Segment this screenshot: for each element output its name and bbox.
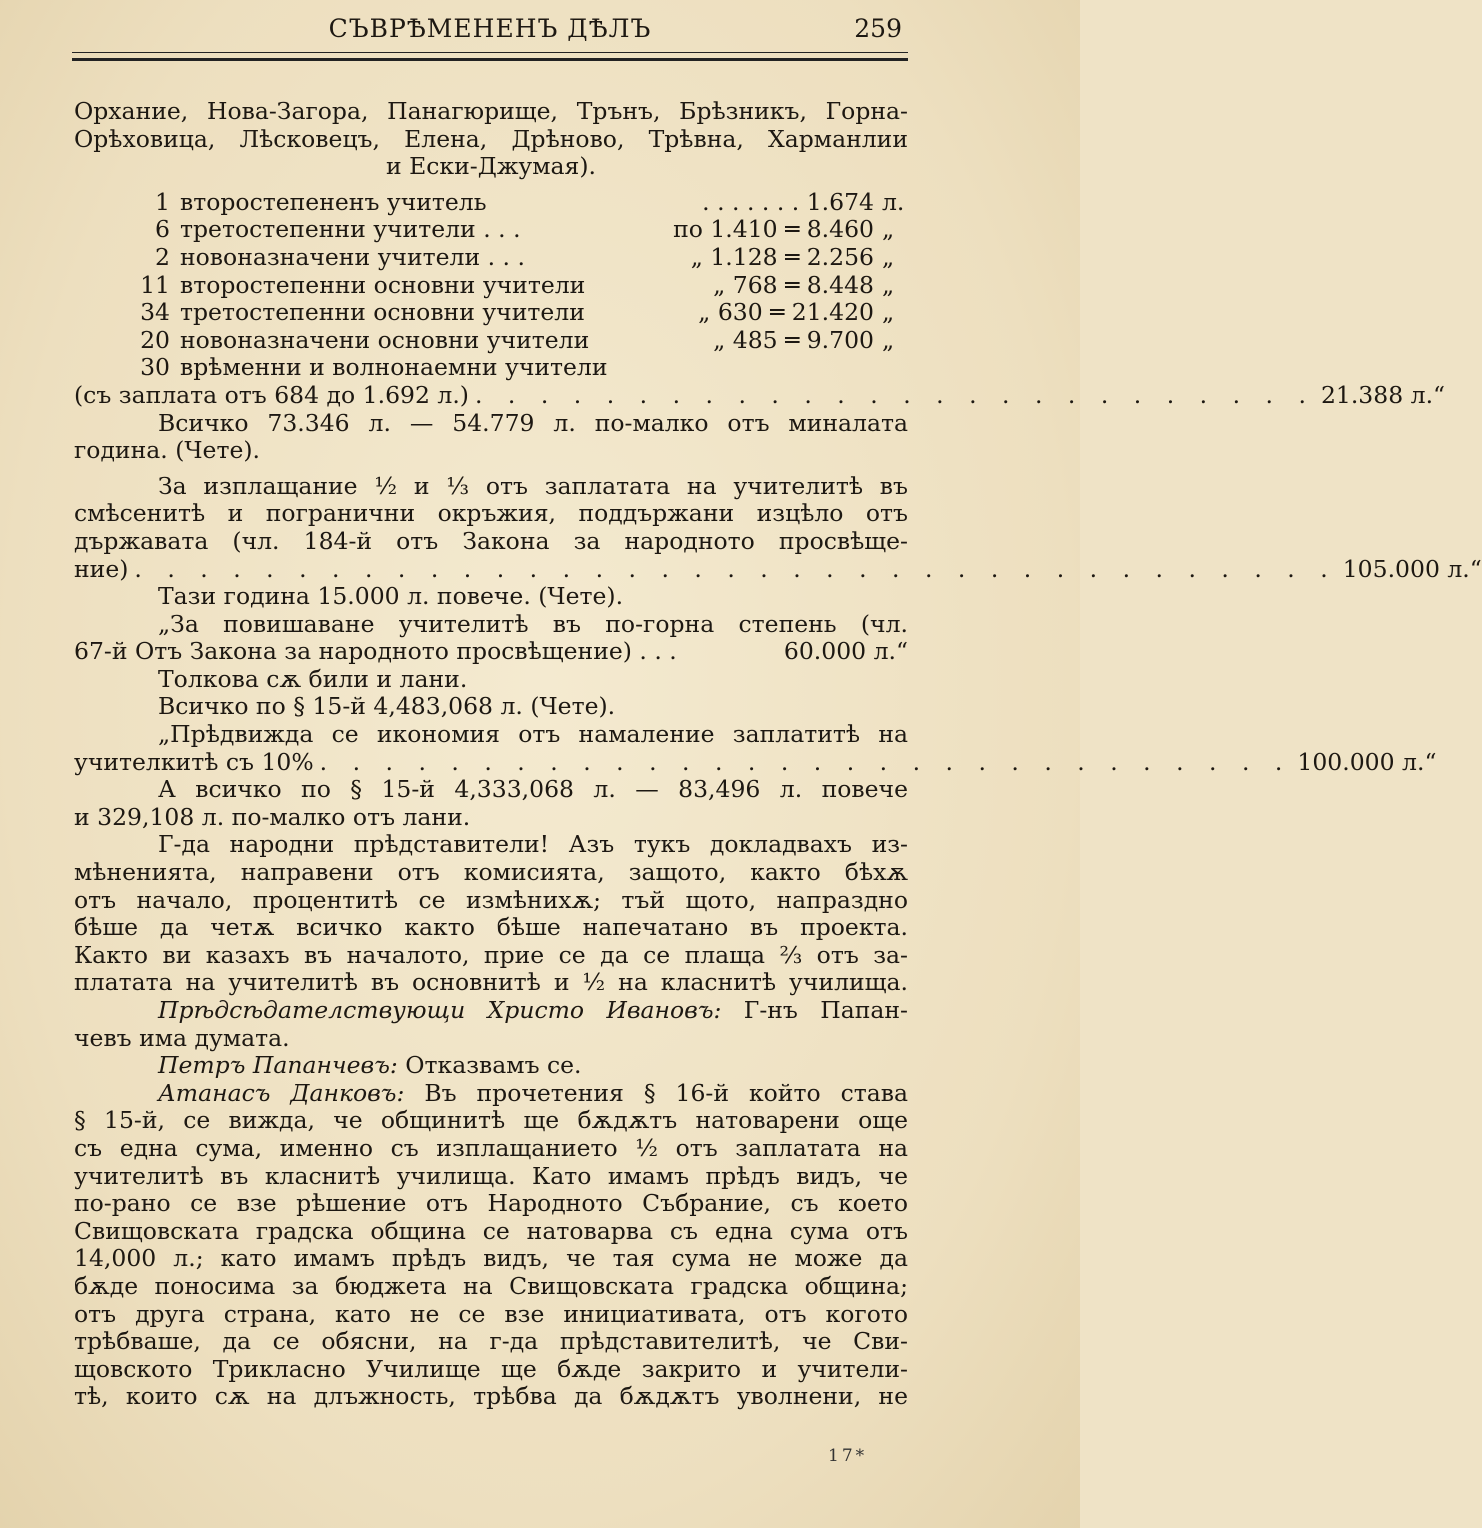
staff-calc: „ 485 ═ 9.700	[713, 325, 874, 354]
staff-calc: „ 768 ═ 8.448	[713, 270, 874, 299]
para1-line: За изплащание ½ и ⅓ отъ заплатата на учителитѣ въ	[158, 471, 908, 500]
signature-mark: 17*	[828, 1446, 868, 1466]
papanchev-speaker: Петръ Папанчевъ:	[158, 1051, 398, 1080]
staff-count: 11	[140, 270, 170, 299]
salary-line-amount: 21.388 л.“	[1320, 380, 1446, 409]
header-rule-thin	[72, 52, 908, 53]
leader-dots: . . . . . . . . . . . . . . . . . . . . . . . . . . . . . . . . . . . . .	[134, 554, 1337, 583]
intro-line: Орѣховица, Лѣсковецъ, Елена, Дрѣново, Трѣвна, Харманлии	[74, 124, 908, 153]
staff-calc: „ 1.128 ═ 2.256	[690, 242, 874, 271]
para3-end	[74, 747, 1437, 777]
staff-unit: л.	[882, 187, 905, 216]
page-body	[74, 97, 1482, 1411]
intro-line: Орхание, Нова-Загора, Панагюрище, Трънъ, Брѣзникъ, Горна-	[74, 97, 908, 125]
para1-note: Тази година 15.000 л. повече. (Чете).	[158, 582, 624, 611]
staff-calc: „ 630 ═ 21.420	[698, 298, 874, 327]
para1-line: смѣсенитѣ и погранични окръжия, поддържани изцѣло отъ	[74, 499, 908, 528]
intro-line: и Ески-Джумая).	[385, 152, 597, 181]
dankov-line: 14,000 л.; като имамъ прѣдъ видъ, че тая сума не може да	[74, 1244, 908, 1273]
para3-first: „Прѣдвижда се икономия отъ намаление заплатитѣ на	[158, 720, 908, 749]
para2-first: „За повишаване учителитѣ въ по-горна степень (чл.	[158, 609, 908, 638]
dankov-first: Въ прочетения § 16-й който става	[424, 1078, 908, 1107]
para2-total: Всичко по § 15-й 4,483,068 л. (Чете).	[158, 692, 616, 721]
staff-count: 34	[140, 298, 170, 327]
staff-row	[74, 244, 908, 272]
salary-line-text: (съ заплата отъ 684 до 1.692 л.)	[74, 380, 469, 409]
staff-table	[74, 189, 908, 382]
total-line-cont: година. (Чете).	[74, 436, 260, 465]
running-title: СЪВРѢМЕНЕНЪ ДѢЛЪ	[328, 14, 652, 43]
staff-count: 6	[155, 215, 170, 244]
staff-count: 20	[140, 325, 170, 354]
staff-description: новоназначени основни учители	[180, 325, 590, 354]
staff-unit: „	[882, 215, 895, 244]
dankov-speaker: Атанасъ Данковъ:	[158, 1078, 405, 1107]
papanchev-line	[74, 1052, 908, 1080]
dankov-line	[74, 1080, 908, 1108]
dankov-line: щовското Трикласно Училище ще бѫде закрито и учители-	[74, 1354, 908, 1383]
dankov-line: тѣ, които сѫ на длъжность, трѣбва да бѫдѫтъ уволнени, не	[74, 1382, 908, 1411]
para2-end-text: 67-й Отъ Закона за народното просвѣщение) . . .	[74, 637, 677, 666]
staff-row	[74, 354, 908, 382]
dankov-line: отъ друга страна, като не се взе инициативата, отъ когото	[74, 1299, 908, 1328]
chair-text: Г-нъ Папан-	[743, 996, 908, 1024]
para1-line: държавата (чл. 184-й отъ Закона за народното просвѣще-	[74, 526, 908, 555]
staff-description: второстепенни основни учители	[180, 270, 586, 299]
speech-line: бѣше да четѫ всичко както бѣше напечатано въ проекта.	[74, 913, 908, 942]
dankov-line: съ една сума, именно съ изплащанието ½ отъ заплатата на	[74, 1133, 908, 1162]
total-line: Всичко 73.346 л. — 54.779 л. по-малко отъ миналата	[158, 408, 908, 437]
speech-line: Както ви казахъ въ началото, прие се да се плаща ⅔ отъ за-	[74, 940, 908, 969]
staff-description: третостепенни основни учители	[180, 298, 585, 327]
page-number: 259	[854, 14, 902, 43]
para2-end-amount: 60.000 л.“	[783, 637, 908, 666]
para1-end-text: ние)	[74, 554, 129, 583]
para1-end	[74, 554, 1482, 584]
speech-line: Г-да народни прѣдставители! Азъ тукъ докладвахъ из-	[158, 830, 908, 859]
staff-unit: „	[882, 242, 895, 271]
staff-count: 1	[155, 187, 170, 216]
speech-line: отъ начало, процентитѣ се измѣнихѫ; тъй щото, напраздно	[74, 885, 908, 914]
para2-note: Толкова сѫ били и лани.	[158, 664, 468, 693]
dankov-line: трѣбваше, да се обясни, на г-да прѣдставителитѣ, че Сви-	[74, 1327, 908, 1356]
staff-description: второстепененъ учитель	[180, 187, 487, 216]
dankov-line: Свищовската градска община се натоварва съ една сума отъ	[74, 1216, 908, 1245]
dankov-line: бѫде поносима за бюджета на Свищовската градска община;	[74, 1271, 908, 1300]
staff-row	[74, 272, 908, 300]
speech-line: мѣненията, направени отъ комисията, защото, както бѣхѫ	[74, 858, 908, 887]
staff-description: новоназначени учители . . .	[180, 242, 525, 271]
para2-end	[74, 638, 908, 666]
papanchev-text: Отказвамъ се.	[405, 1051, 582, 1080]
staff-unit: „	[882, 298, 895, 327]
staff-description: третостепенни учители . . .	[180, 215, 521, 244]
staff-row	[74, 327, 908, 355]
chair-cont: чевъ има думата.	[74, 1023, 290, 1052]
para1-end-amount: 105.000 л.“	[1342, 554, 1482, 583]
staff-row	[74, 299, 908, 327]
speech-line: платата на учителитѣ въ основнитѣ и ½ на класнитѣ училища.	[74, 968, 908, 997]
para3-end-amount: 100.000 л.“	[1297, 747, 1437, 776]
leader-dots: . . . . . . . . . . . . . . . . . . . . . . . . . . . . . .	[319, 747, 1292, 776]
para3-total: А всичко по § 15-й 4,333,068 л. — 83,496 л. повече	[158, 775, 908, 804]
staff-unit: „	[882, 325, 895, 354]
salary-line	[74, 380, 1446, 410]
staff-unit: „	[882, 270, 895, 299]
dankov-line: по-рано се взе рѣшение отъ Народното Събрание, съ което	[74, 1189, 908, 1218]
staff-count: 30	[140, 353, 170, 382]
staff-count: 2	[155, 242, 170, 271]
page-header	[72, 12, 908, 48]
staff-row	[74, 189, 908, 217]
header-rule-thick	[72, 58, 908, 61]
dankov-line: учителитѣ въ класнитѣ училища. Като имамъ прѣдъ видъ, че	[74, 1161, 908, 1190]
para3-end-text: учителкитѣ съ 10%	[74, 747, 314, 776]
staff-calc: . . . . . . . 1.674	[702, 187, 874, 216]
para3-total-cont: и 329,108 л. по-малко отъ лани.	[74, 802, 471, 831]
chair-speaker: Прѣдсѣдателствующи Христо Ивановъ:	[158, 996, 722, 1024]
staff-row	[74, 216, 908, 244]
staff-calc: по 1.410 ═ 8.460	[673, 215, 874, 244]
dankov-line: § 15-й, се вижда, че общинитѣ ще бѫдѫтъ натоварени още	[74, 1106, 908, 1135]
leader-dots: . . . . . . . . . . . . . . . . . . . . . . . . . .	[474, 380, 1315, 409]
chair-line	[74, 997, 908, 1025]
staff-description: врѣменни и волнонаемни учители	[180, 353, 608, 382]
